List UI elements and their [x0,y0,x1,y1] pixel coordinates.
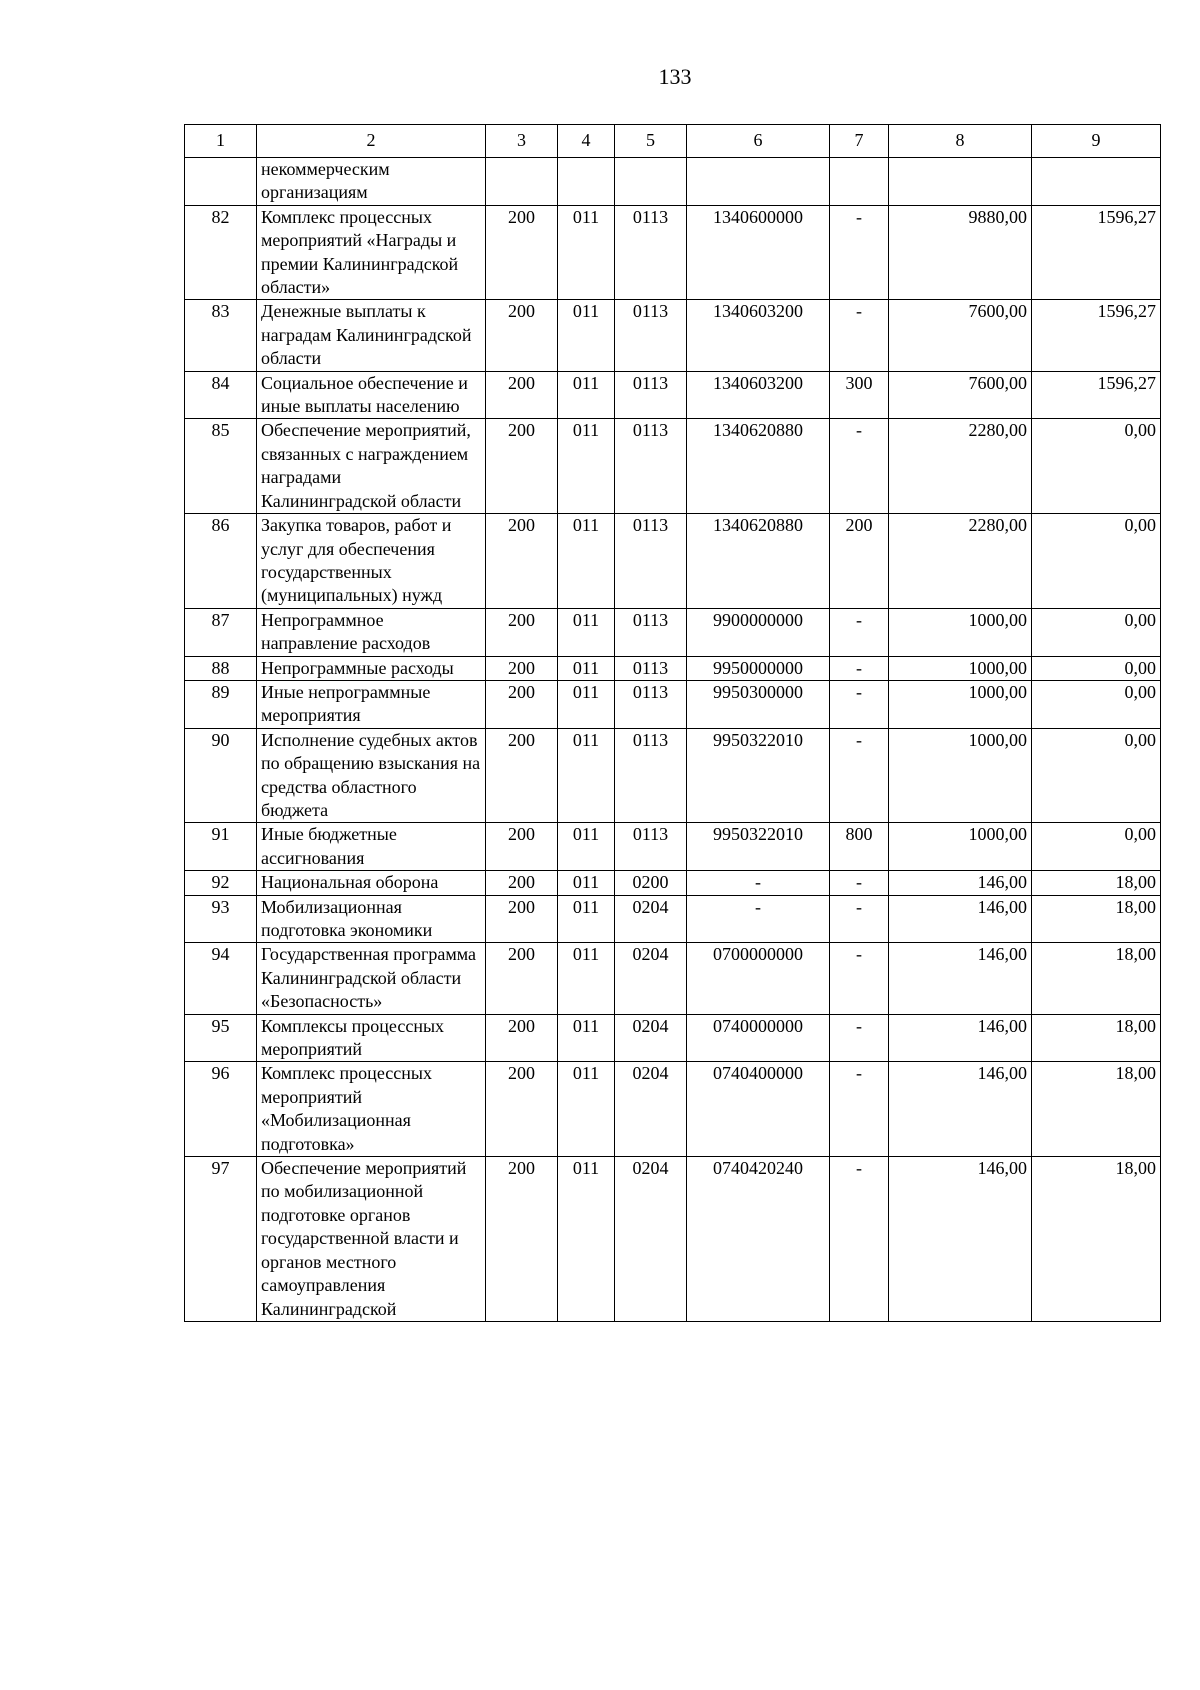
column-6-cell: 1340603200 [687,371,830,419]
column-3-cell: 200 [486,205,558,300]
table-row [185,680,1161,728]
column-7-cell: - [830,1062,889,1157]
column-7-cell: - [830,205,889,300]
item-name-cell: Закупка товаров, работ и услуг для обеспечения государственных (муниципальных) нужд [257,514,486,609]
table-row [185,608,1161,656]
column-5-cell: 0113 [615,680,687,728]
column-9-amount-cell: 18,00 [1032,1157,1161,1322]
column-5-cell: 0204 [615,1062,687,1157]
column-9-amount-cell: 0,00 [1032,728,1161,823]
column-8-amount-cell: 1000,00 [889,608,1032,656]
column-5-cell: 0113 [615,419,687,514]
column-3-cell: 200 [486,943,558,1014]
header-cell: 7 [830,125,889,158]
column-6-cell: 1340603200 [687,300,830,371]
column-6-cell: 0740400000 [687,1062,830,1157]
column-8-amount-cell: 2280,00 [889,514,1032,609]
column-8-amount-cell: 7600,00 [889,300,1032,371]
column-4-cell: 011 [558,205,615,300]
column-8-amount-cell: 146,00 [889,1157,1032,1322]
column-9-amount-cell: 18,00 [1032,895,1161,943]
column-3-cell: 200 [486,608,558,656]
header-cell: 5 [615,125,687,158]
column-4-cell: 011 [558,1062,615,1157]
column-8-amount-cell: 9880,00 [889,205,1032,300]
table-row [185,419,1161,514]
header-cell: 4 [558,125,615,158]
row-number-cell: 94 [185,943,257,1014]
column-4-cell: 011 [558,943,615,1014]
column-4-cell: 011 [558,371,615,419]
header-cell: 8 [889,125,1032,158]
row-number-cell: 85 [185,419,257,514]
row-number-cell: 95 [185,1014,257,1062]
table-row [185,158,1161,206]
item-name-cell: Комплексы процессных мероприятий [257,1014,486,1062]
header-cell: 3 [486,125,558,158]
column-6-cell: 1340620880 [687,419,830,514]
column-7-cell [830,158,889,206]
column-7-cell: - [830,419,889,514]
column-3-cell: 200 [486,823,558,871]
column-4-cell: 011 [558,1157,615,1322]
column-6-cell: 0740420240 [687,1157,830,1322]
column-9-amount-cell: 1596,27 [1032,371,1161,419]
column-6-cell: - [687,895,830,943]
item-name-cell: некоммерческим организациям [257,158,486,206]
table-row [185,1062,1161,1157]
item-name-cell: Комплекс процессных мероприятий «Награды и премии Калининградской области» [257,205,486,300]
header-row [185,125,1161,158]
column-4-cell: 011 [558,728,615,823]
column-5-cell: 0113 [615,728,687,823]
item-name-cell: Иные бюджетные ассигнования [257,823,486,871]
column-8-amount-cell: 7600,00 [889,371,1032,419]
column-4-cell [558,158,615,206]
column-4-cell: 011 [558,419,615,514]
column-8-amount-cell: 1000,00 [889,728,1032,823]
row-number-cell: 88 [185,656,257,680]
row-number-cell: 97 [185,1157,257,1322]
column-9-amount-cell [1032,158,1161,206]
column-4-cell: 011 [558,871,615,895]
row-number-cell: 91 [185,823,257,871]
column-9-amount-cell: 0,00 [1032,656,1161,680]
column-7-cell: 800 [830,823,889,871]
column-5-cell: 0204 [615,943,687,1014]
column-3-cell: 200 [486,728,558,823]
column-3-cell: 200 [486,895,558,943]
column-4-cell: 011 [558,300,615,371]
page-number: 133 [658,64,692,89]
row-number-cell: 87 [185,608,257,656]
item-name-cell: Комплекс процессных мероприятий «Мобилизационная подготовка» [257,1062,486,1157]
row-number-cell: 83 [185,300,257,371]
column-3-cell: 200 [486,680,558,728]
column-4-cell: 011 [558,656,615,680]
row-number-cell: 84 [185,371,257,419]
column-9-amount-cell: 0,00 [1032,680,1161,728]
column-3-cell: 200 [486,419,558,514]
column-7-cell: - [830,895,889,943]
column-8-amount-cell: 146,00 [889,895,1032,943]
column-5-cell: 0113 [615,300,687,371]
header-cell: 1 [185,125,257,158]
item-name-cell: Исполнение судебных актов по обращению взыскания на средства областного бюджета [257,728,486,823]
column-7-cell: - [830,1014,889,1062]
column-9-amount-cell: 1596,27 [1032,205,1161,300]
column-7-cell: - [830,1157,889,1322]
column-9-amount-cell: 0,00 [1032,823,1161,871]
column-5-cell: 0204 [615,1157,687,1322]
table-row [185,656,1161,680]
row-number-cell [185,158,257,206]
column-6-cell: 1340600000 [687,205,830,300]
column-3-cell: 200 [486,871,558,895]
table-row [185,205,1161,300]
item-name-cell: Иные непрограммные мероприятия [257,680,486,728]
column-6-cell: 0700000000 [687,943,830,1014]
header-cell: 6 [687,125,830,158]
column-5-cell: 0204 [615,895,687,943]
column-5-cell: 0113 [615,823,687,871]
column-8-amount-cell: 146,00 [889,943,1032,1014]
column-9-amount-cell: 18,00 [1032,871,1161,895]
column-3-cell: 200 [486,1062,558,1157]
column-4-cell: 011 [558,608,615,656]
column-7-cell: - [830,300,889,371]
column-3-cell: 200 [486,656,558,680]
column-6-cell: 9900000000 [687,608,830,656]
table-row [185,1014,1161,1062]
table-row [185,514,1161,609]
column-9-amount-cell: 1596,27 [1032,300,1161,371]
column-7-cell: - [830,871,889,895]
column-5-cell: 0113 [615,205,687,300]
column-8-amount-cell: 146,00 [889,1062,1032,1157]
column-3-cell [486,158,558,206]
column-4-cell: 011 [558,895,615,943]
column-8-amount-cell: 1000,00 [889,823,1032,871]
column-5-cell [615,158,687,206]
item-name-cell: Непрограммные расходы [257,656,486,680]
table-row [185,895,1161,943]
column-5-cell: 0204 [615,1014,687,1062]
column-6-cell: 9950000000 [687,656,830,680]
budget-table [184,124,1161,1322]
column-6-cell: 9950322010 [687,728,830,823]
column-9-amount-cell: 0,00 [1032,419,1161,514]
table-row [185,300,1161,371]
column-3-cell: 200 [486,1157,558,1322]
column-3-cell: 200 [486,300,558,371]
item-name-cell: Обеспечение мероприятий по мобилизационной подготовке органов государственной власти и органов местного самоуправления Калининградской [257,1157,486,1322]
column-6-cell: 1340620880 [687,514,830,609]
column-3-cell: 200 [486,1014,558,1062]
column-7-cell: - [830,943,889,1014]
column-5-cell: 0200 [615,871,687,895]
column-7-cell: - [830,728,889,823]
column-6-cell [687,158,830,206]
column-9-amount-cell: 18,00 [1032,943,1161,1014]
header-cell: 9 [1032,125,1161,158]
table-row [185,371,1161,419]
column-8-amount-cell: 146,00 [889,871,1032,895]
table-row [185,1157,1161,1322]
item-name-cell: Государственная программа Калининградской области «Безопасность» [257,943,486,1014]
column-7-cell: - [830,680,889,728]
item-name-cell: Денежные выплаты к наградам Калининградской области [257,300,486,371]
item-name-cell: Обеспечение мероприятий, связанных с награждением наградами Калининградской области [257,419,486,514]
table-row [185,823,1161,871]
column-9-amount-cell: 18,00 [1032,1062,1161,1157]
column-5-cell: 0113 [615,608,687,656]
table-row [185,728,1161,823]
row-number-cell: 89 [185,680,257,728]
column-6-cell: - [687,871,830,895]
column-9-amount-cell: 0,00 [1032,514,1161,609]
column-4-cell: 011 [558,680,615,728]
column-5-cell: 0113 [615,514,687,609]
column-6-cell: 0740000000 [687,1014,830,1062]
column-3-cell: 200 [486,514,558,609]
column-9-amount-cell: 18,00 [1032,1014,1161,1062]
column-6-cell: 9950300000 [687,680,830,728]
column-8-amount-cell: 1000,00 [889,656,1032,680]
item-name-cell: Национальная оборона [257,871,486,895]
column-7-cell: - [830,608,889,656]
column-4-cell: 011 [558,514,615,609]
column-8-amount-cell [889,158,1032,206]
column-5-cell: 0113 [615,656,687,680]
column-6-cell: 9950322010 [687,823,830,871]
item-name-cell: Мобилизационная подготовка экономики [257,895,486,943]
row-number-cell: 82 [185,205,257,300]
column-8-amount-cell: 2280,00 [889,419,1032,514]
header-cell: 2 [257,125,486,158]
table-row [185,943,1161,1014]
row-number-cell: 93 [185,895,257,943]
column-4-cell: 011 [558,1014,615,1062]
table-row [185,871,1161,895]
row-number-cell: 96 [185,1062,257,1157]
row-number-cell: 90 [185,728,257,823]
column-3-cell: 200 [486,371,558,419]
row-number-cell: 86 [185,514,257,609]
column-7-cell: 200 [830,514,889,609]
column-9-amount-cell: 0,00 [1032,608,1161,656]
column-8-amount-cell: 146,00 [889,1014,1032,1062]
row-number-cell: 92 [185,871,257,895]
column-4-cell: 011 [558,823,615,871]
item-name-cell: Непрограммное направление расходов [257,608,486,656]
column-8-amount-cell: 1000,00 [889,680,1032,728]
column-5-cell: 0113 [615,371,687,419]
table-body [185,158,1161,1322]
column-7-cell: 300 [830,371,889,419]
item-name-cell: Социальное обеспечение и иные выплаты населению [257,371,486,419]
column-7-cell: - [830,656,889,680]
